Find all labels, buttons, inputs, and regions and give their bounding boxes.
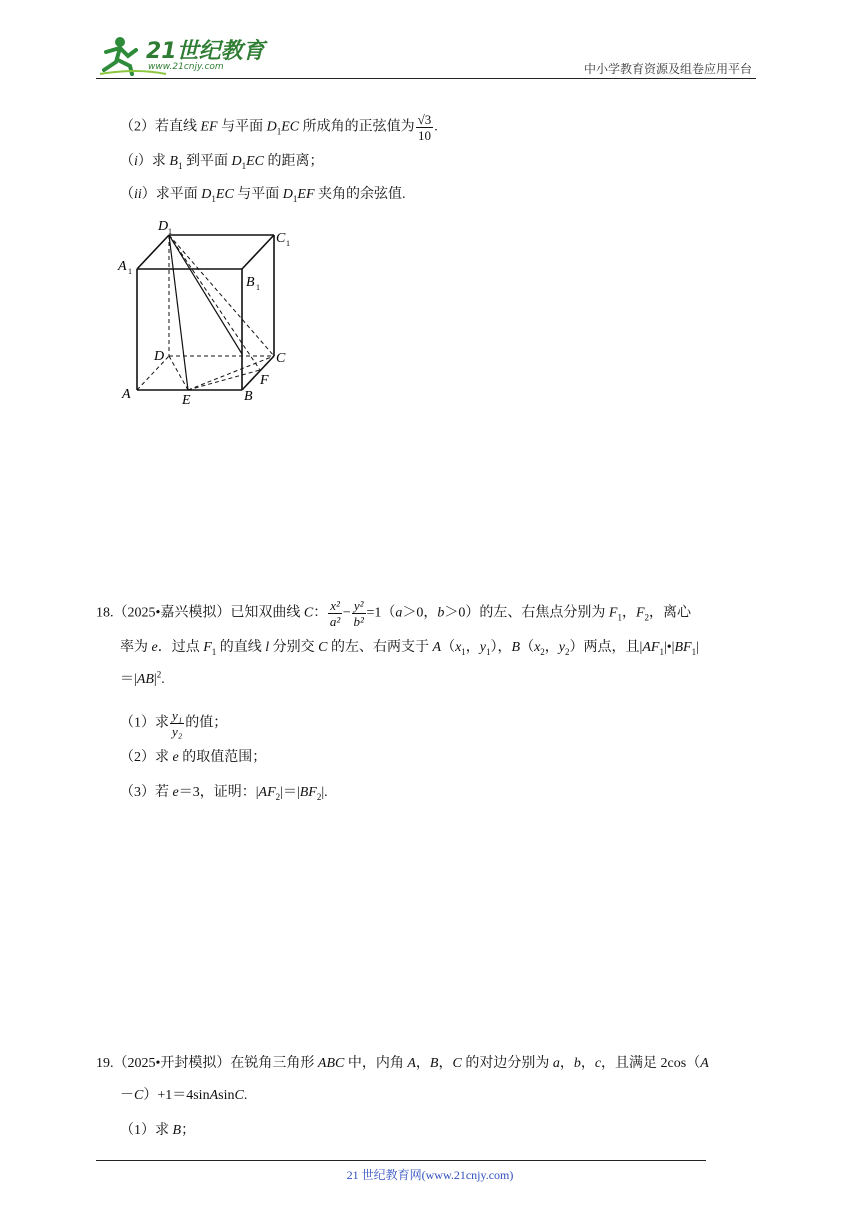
footer-divider: [96, 1160, 706, 1161]
q17-part2-i: （i）求 $B_1$ 到平面 $D_1EC$ 的距离；: [120, 154, 324, 171]
header-divider: [96, 78, 756, 79]
label-A1: A: [118, 259, 127, 274]
q18-part1: （1）求 $\frac{\text{y₁}}{\text{y₂}}$ 的值；: [120, 708, 228, 739]
q18-part2: （2）求 e 的取值范围；: [120, 750, 267, 765]
fraction-y2-over-b2: $\frac{\text{y²}}{\text{b²}}$: [353, 598, 364, 629]
label-D1-sub: 1: [168, 227, 172, 236]
label-A1-sub: 1: [128, 267, 132, 276]
label-C1-sub: 1: [286, 239, 290, 248]
q19-stem-line2: －C）+1＝4sinAsinC.: [120, 1088, 248, 1103]
fraction-y1-over-y2: $\frac{\text{y₁}}{\text{y₂}}$: [172, 708, 183, 739]
cuboid-diagram: [112, 212, 302, 408]
q17-part2: （2）若直线 EF 与平面 $D_1EC$ 所成角的正弦值为 $\frac{√3}{10}$ .: [120, 112, 438, 143]
q17-part2-ii: （ii）求平面 $D_1EC$ 与平面 $D_1EF$ 夹角的余弦值.: [120, 187, 406, 204]
header-platform-text: 中小学教育资源及组卷应用平台: [583, 62, 752, 76]
label-B: B: [244, 389, 253, 404]
label-E: E: [182, 393, 191, 408]
q18-stem-line2: 率为 e．过点 $F_1$ 的直线 l 分别交 C 的左、右两支于 $A(x_1$，$y_1$），$B(x_2$，$y_2$）两点，且$|AF_1|•|BF_1|$: [120, 640, 699, 657]
label-C1: C: [276, 231, 286, 246]
label-A: A: [122, 387, 131, 402]
q19-part1: （1）求 B；: [120, 1123, 196, 1138]
logo-text: 21世纪教育: [146, 39, 265, 64]
q18-stem-line3: $=|AB|^2$.: [120, 669, 165, 687]
label-B1-sub: 1: [256, 283, 260, 292]
q19-stem-line1: 19.（2025•开封模拟）在锐角三角形 ABC 中，内角 A，B，C 的对边分别为 a，b，c，且满足 2cos（A: [96, 1056, 709, 1071]
q18-part3: （3）若 e＝3，证明：$|AF_2|=|BF_2|$.: [120, 785, 328, 802]
label-D: D: [154, 349, 165, 364]
label-C: C: [276, 351, 286, 366]
label-B1: B: [246, 275, 255, 290]
footer-site-link[interactable]: 21 世纪教育网(www.21cnjy.com): [346, 1168, 514, 1182]
q18-stem-line1: 18.（2025•嘉兴模拟）已知双曲线 C： $\frac{\text{x²}}{\text{a²}}$ − $\frac{\text{y²}}{\text{b²}}$ =1（a＞0，b＞0）的左、右焦点分别为 $F_1$，$F_2$，离心: [96, 598, 692, 629]
label-D1: D: [158, 219, 169, 234]
cuboid-figure: [112, 212, 302, 408]
fraction-sqrt3-over-10: $\frac{√3}{10}$: [417, 112, 432, 143]
site-logo: [96, 30, 266, 78]
logo-url: www.21cnjy.com: [148, 62, 224, 72]
fraction-x2-over-a2: $\frac{\text{x²}}{\text{a²}}$: [329, 598, 341, 629]
label-F: F: [260, 373, 269, 388]
